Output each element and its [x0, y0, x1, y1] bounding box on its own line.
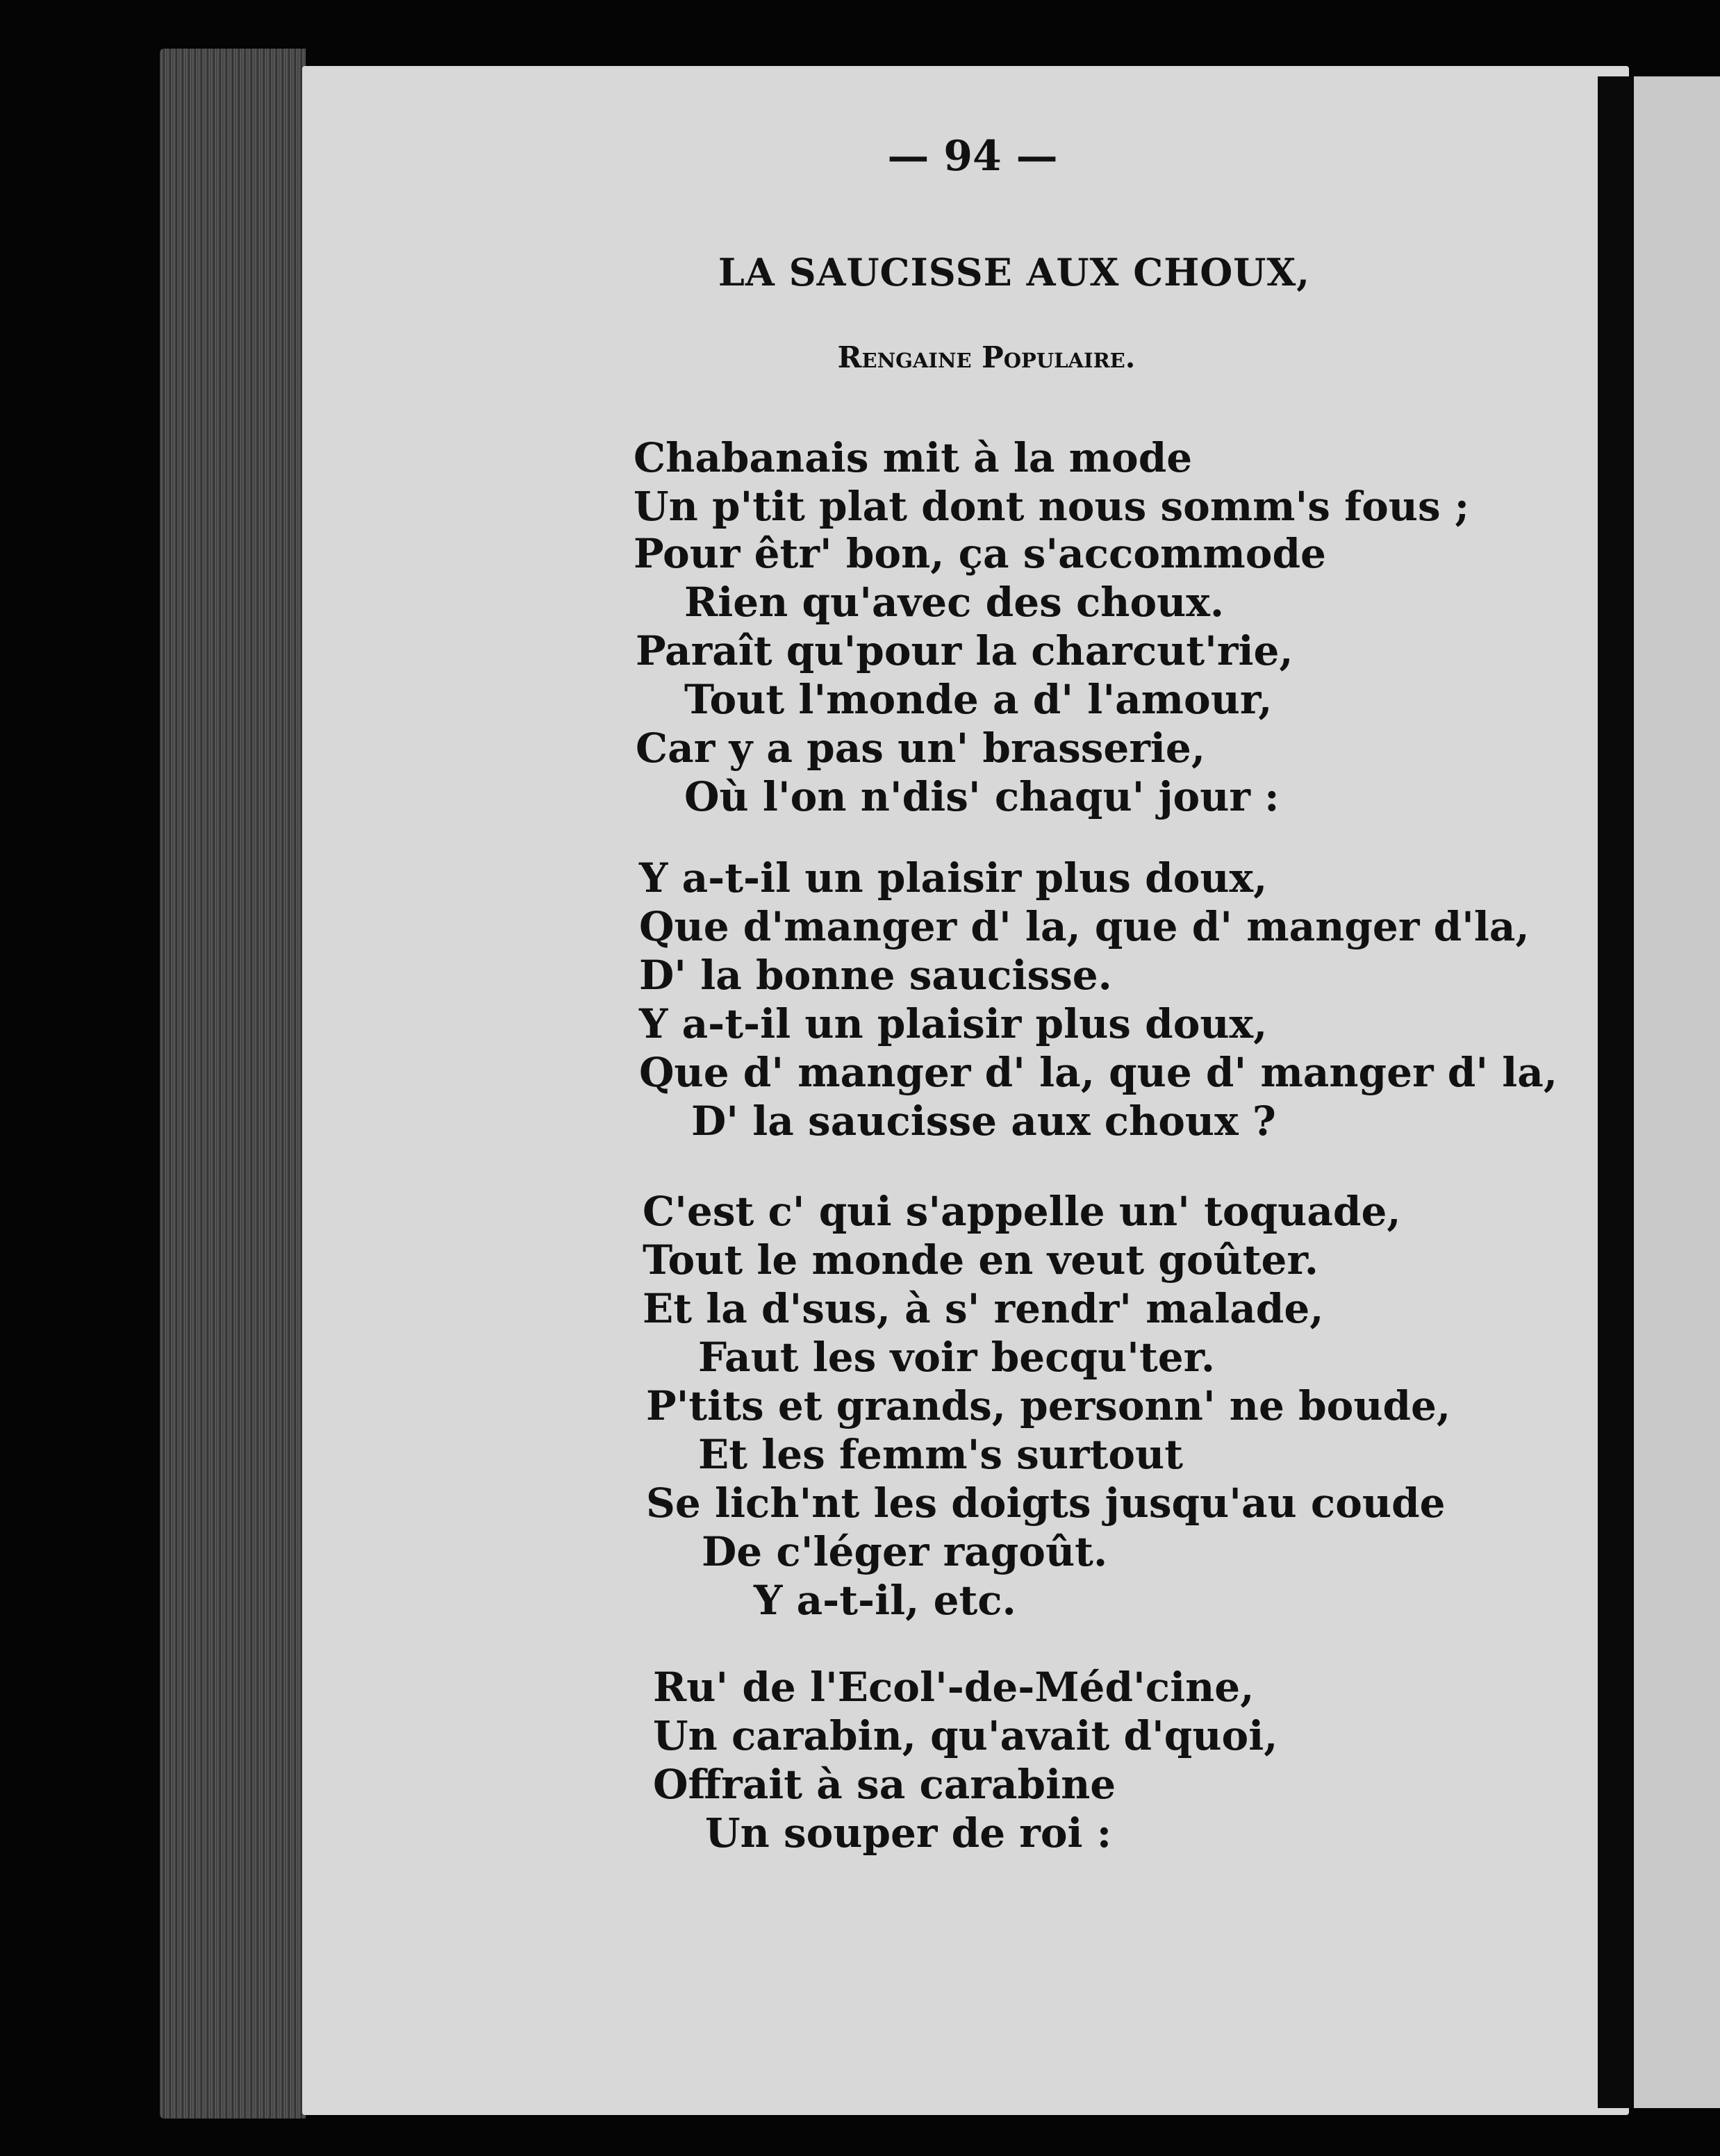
verse-line: Un souper de roi :: [705, 1809, 1112, 1857]
verse-line: Et les femm's surtout: [698, 1431, 1183, 1478]
verse-line: Pour êtr' bon, ça s'accommode: [634, 530, 1326, 577]
verse-line: Où l'on n'dis' chaqu' jour :: [684, 773, 1280, 820]
verse-line: Ru' de l'Ecol'-de-Méd'cine,: [653, 1664, 1255, 1711]
verse-line: Tout l'monde a d' l'amour,: [684, 676, 1273, 723]
page-number: — 94 —: [887, 132, 1058, 181]
song-title: LA SAUCISSE AUX CHOUX,: [718, 250, 1311, 295]
verse-line: Se lich'nt les doigts jusqu'au coude: [646, 1479, 1446, 1527]
verse-line: Et la d'sus, à s' rendr' malade,: [643, 1285, 1324, 1332]
verse-line: Chabanais mit à la mode: [634, 434, 1193, 481]
verse-line: Y a-t-il, etc.: [754, 1577, 1016, 1624]
verse-line: Rien qu'avec des choux.: [684, 579, 1225, 626]
verse-line: C'est c' qui s'appelle un' toquade,: [643, 1188, 1401, 1235]
verse-line: P'tits et grands, personn' ne boude,: [646, 1382, 1451, 1429]
verse-line: D' la saucisse aux choux ?: [691, 1097, 1276, 1145]
verse-line: Car y a pas un' brasserie,: [636, 724, 1206, 772]
verse-line: Que d'manger d' la, que d' manger d'la,: [639, 903, 1530, 950]
verse-line: Paraît qu'pour la charcut'rie,: [636, 627, 1293, 674]
verse-line: Que d' manger d' la, que d' manger d' la,: [639, 1049, 1558, 1096]
verse-line: Un p'tit plat dont nous somm's fous ;: [634, 483, 1470, 530]
song-subtitle: Rengaine Populaire.: [837, 340, 1136, 374]
verse-line: D' la bonne saucisse.: [639, 952, 1112, 999]
verse-line: Un carabin, qu'avait d'quoi,: [653, 1712, 1278, 1759]
verse-line: De c'léger ragoût.: [702, 1528, 1108, 1575]
verse-line: Y a-t-il un plaisir plus doux,: [639, 1000, 1268, 1047]
verse-line: Offrait à sa carabine: [653, 1761, 1116, 1808]
verse-line: Faut les voir becqu'ter.: [698, 1334, 1216, 1381]
verse-line: Y a-t-il un plaisir plus doux,: [639, 854, 1268, 902]
verse-line: Tout le monde en veut goûter.: [643, 1236, 1318, 1284]
